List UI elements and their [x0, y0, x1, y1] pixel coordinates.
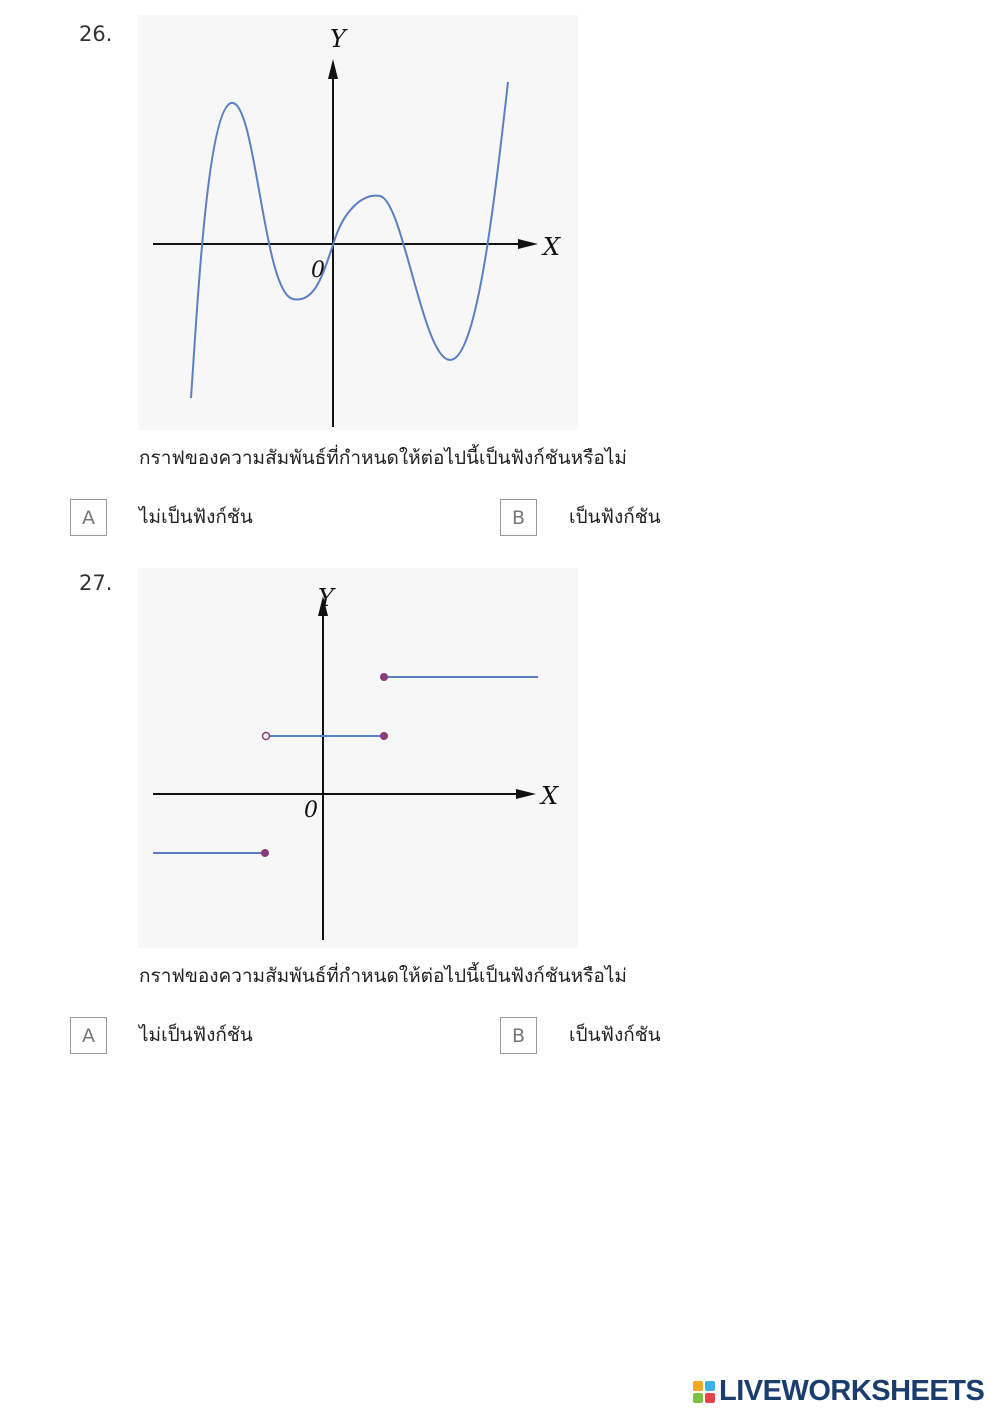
closed-endpoint	[380, 673, 388, 681]
question-text: กราฟของความสัมพันธ์ที่กำหนดให้ต่อไปนี้เป็นฟังก์ชันหรือไม่	[139, 965, 627, 987]
x-axis-arrow	[518, 239, 538, 249]
option-b-label[interactable]: เป็นฟังก์ชัน	[569, 506, 661, 528]
origin-label: 0	[304, 798, 318, 823]
option-b-button[interactable]: B	[500, 499, 537, 536]
option-a-label[interactable]: ไม่เป็นฟังก์ชัน	[139, 1024, 253, 1046]
option-a-button[interactable]: A	[70, 1017, 107, 1054]
x-axis-label: X	[541, 782, 559, 810]
closed-endpoint	[380, 732, 388, 740]
y-axis-arrow	[328, 59, 338, 79]
option-b-button[interactable]: B	[500, 1017, 537, 1054]
liveworksheets-logo-icon	[693, 1381, 715, 1403]
liveworksheets-logo[interactable]	[693, 1375, 984, 1408]
function-curve	[191, 82, 508, 398]
open-endpoint	[263, 733, 270, 740]
y-axis-label: Y	[330, 25, 346, 53]
logo-text: LIVEWORKSHEETS	[719, 1375, 985, 1407]
question-number: 26.	[79, 22, 113, 46]
option-a-label[interactable]: ไม่เป็นฟังก์ชัน	[139, 506, 253, 528]
question-26-graph	[138, 15, 578, 430]
origin-label: 0	[311, 258, 325, 283]
question-27-graph	[138, 568, 578, 948]
graph-svg	[138, 15, 578, 430]
x-axis-label: X	[543, 233, 561, 261]
question-text: กราฟของความสัมพันธ์ที่กำหนดให้ต่อไปนี้เป็นฟังก์ชันหรือไม่	[139, 447, 627, 469]
x-axis-arrow	[516, 789, 536, 799]
question-number: 27.	[79, 571, 113, 595]
option-b-label[interactable]: เป็นฟังก์ชัน	[569, 1024, 661, 1046]
graph-svg	[138, 568, 578, 948]
closed-endpoint	[261, 849, 269, 857]
y-axis-label: Y	[318, 584, 334, 612]
option-a-button[interactable]: A	[70, 499, 107, 536]
